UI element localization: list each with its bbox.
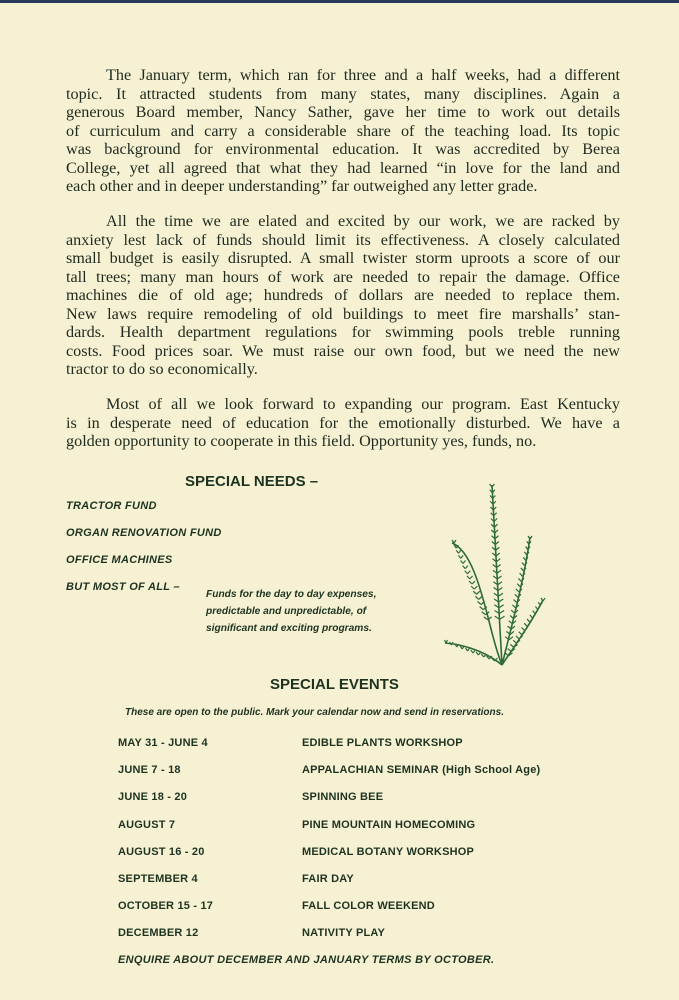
fern-illustration	[440, 475, 550, 675]
fern-leaflet	[510, 644, 514, 647]
event-date: AUGUST 16 - 20	[118, 845, 205, 858]
fern-leaflet	[510, 616, 514, 619]
fern-leaflet	[498, 593, 502, 596]
fern-leaflet	[499, 599, 504, 602]
paragraph-line: anxiety lest lack of funds should limit its effectiveness. A closely calculated	[66, 230, 620, 249]
event-date: JUNE 7 - 18	[118, 764, 181, 777]
fern-leaflet	[467, 576, 470, 579]
fern-leaflet	[468, 571, 471, 574]
paragraph-line: golden opportunity to cooperate in this field. Opportunity yes, funds, no.	[66, 432, 537, 450]
need-description-line: predictable and unpredictable, of	[206, 606, 367, 617]
paragraph-line: costs. Food prices soar. We must raise our own food, but we need the new	[66, 341, 620, 360]
fern-leaflet	[522, 628, 525, 631]
special-events-heading: SPECIAL EVENTS	[270, 676, 399, 693]
special-needs-heading: SPECIAL NEEDS –	[185, 473, 319, 490]
event-row	[118, 764, 541, 777]
fern-leaflet	[472, 581, 475, 584]
fern-leaflet	[482, 612, 486, 615]
fern-leaflet	[527, 619, 530, 622]
fern-leaflet	[500, 616, 505, 619]
event-row	[118, 845, 475, 858]
event-name: FALL COLOR WEEKEND	[302, 900, 435, 913]
paragraph-line: Most of all we look forward to expanding our program. East Kentucky	[106, 395, 620, 413]
fern-leaflet	[512, 605, 515, 608]
need-description-line: Funds for the day to day expenses,	[206, 589, 377, 600]
event-name: EDIBLE PLANTS WORKSHOP	[302, 737, 463, 749]
fern-leaflet	[480, 607, 484, 610]
fern-leaflet	[520, 573, 523, 576]
paragraph-line: tractor to do so economically.	[66, 360, 258, 378]
fern-leaflet	[474, 586, 477, 589]
paragraph-line: All the time we are elated and excited by our work, we are racked by	[106, 212, 620, 230]
paragraph-line: machines die of old age; hundreds of dollars are needed to replace them.	[66, 286, 620, 304]
event-row	[118, 818, 476, 831]
fern-leaflet	[478, 602, 482, 605]
fern-leaflet	[463, 561, 466, 564]
paragraph-line: each other and in deeper understanding” far outweighed any letter grade.	[66, 177, 538, 195]
paragraph-line: The January term, which ran for three and a half weeks, had a different	[106, 66, 620, 84]
event-name: PINE MOUNTAIN HOMECOMING	[302, 818, 476, 831]
fern-leaflet	[516, 589, 519, 592]
fern-leaflet	[499, 605, 504, 608]
fern-leaflet	[499, 611, 504, 614]
event-date: OCTOBER 15 - 17	[118, 900, 214, 913]
paragraph-line: is in desperate need of education for the emotionally disturbed. We have a	[66, 413, 620, 432]
fern-leaflet	[473, 650, 475, 653]
fern-leaflet	[475, 596, 478, 599]
paragraph-line: topic. It attracted students from many states, many disciplines. Again a	[66, 84, 620, 103]
fern-leaflet	[454, 540, 456, 543]
paragraph-line: New laws require remodeling of old buildings to meet fire marshalls’ stan-	[66, 304, 620, 323]
fern-leaflet	[511, 610, 514, 613]
event-date: DECEMBER 12	[118, 927, 199, 940]
fern-leaflet	[516, 636, 519, 639]
need-description	[206, 586, 376, 637]
event-date: MAY 31 - JUNE 4	[118, 737, 208, 749]
enquire-note: ENQUIRE ABOUT DECEMBER AND JANUARY TERMS BY OCTOBER.	[118, 954, 495, 966]
fern-leaflet	[498, 588, 502, 591]
paragraph-expanding-program	[66, 395, 620, 451]
event-date: JUNE 18 - 20	[118, 791, 188, 804]
paragraph-line: College, yet all agreed that what they had learned “in love for the land and	[66, 158, 620, 177]
paragraph-line: generous Board member, Nancy Sather, gave her time to work out details	[66, 103, 620, 121]
fern-leaflet	[498, 582, 502, 585]
event-name: APPALACHIAN SEMINAR (High School Age)	[302, 764, 541, 777]
paragraph-funding-anxiety	[66, 212, 620, 379]
paragraph-line: was background for environmental education. It was accredited by Berea	[66, 140, 620, 158]
fern-leaflet	[524, 623, 527, 626]
event-row	[118, 737, 463, 749]
need-item: BUT MOST OF ALL –	[66, 581, 180, 593]
event-date: SEPTEMBER 4	[118, 873, 198, 885]
paragraph-line: dards. Health department regulations for swimming pools treble running	[66, 323, 620, 341]
events-intro: These are open to the public. Mark your calendar now and send in reservations.	[125, 707, 504, 718]
top-edge-line	[0, 0, 679, 3]
fern-leaflet	[468, 648, 470, 651]
event-row	[118, 927, 386, 940]
fern-leaflet	[461, 555, 463, 558]
fern-leaflet	[513, 640, 516, 643]
fern-leaflet	[514, 600, 517, 603]
fern-leaflet	[543, 598, 545, 601]
fern-leaflet	[478, 652, 480, 655]
event-name: MEDICAL BOTANY WORKSHOP	[302, 845, 475, 858]
fern-leaflet	[473, 591, 476, 594]
fern-leaflet	[508, 649, 512, 652]
fern-leaflet	[517, 584, 520, 587]
need-item: OFFICE MACHINES	[66, 554, 173, 566]
fern-leaflet	[479, 596, 482, 599]
fern-leaflet	[465, 566, 468, 569]
paragraph-january-term	[66, 66, 620, 196]
fern-leaflet	[477, 591, 480, 594]
event-row	[118, 900, 435, 913]
event-name: NATIVITY PLAY	[302, 927, 386, 940]
event-row	[118, 791, 384, 804]
fern-leaflet	[497, 576, 501, 579]
event-date: AUGUST 7	[118, 818, 176, 831]
event-name: SPINNING BEE	[302, 791, 384, 804]
fern-leaflet	[469, 581, 472, 584]
event-name: FAIR DAY	[302, 873, 354, 885]
need-description-line: significant and exciting programs.	[206, 623, 372, 634]
fern-leaflet	[471, 586, 474, 589]
need-item: ORGAN RENOVATION FUND	[66, 527, 222, 539]
fern-leaflet	[530, 536, 532, 539]
event-row	[118, 873, 354, 885]
paragraph-line: small budget is easily disrupted. A small twister storm uproots a score of our	[66, 249, 620, 267]
fern-leaflet	[518, 578, 521, 581]
paragraph-line: of curriculum and carry a considerable share of the teaching load. Its topic	[66, 121, 620, 140]
fern-leaflet	[470, 576, 473, 579]
paragraph-line: tall trees; many man hours of work are needed to repair the damage. Office	[66, 267, 620, 286]
fern-leaflet	[465, 571, 468, 574]
fern-leaflet	[515, 594, 518, 597]
need-item: TRACTOR FUND	[66, 500, 157, 512]
fern-leaflet	[484, 617, 488, 620]
fern-leaflet	[519, 632, 522, 635]
fern-leaflet	[459, 550, 461, 553]
